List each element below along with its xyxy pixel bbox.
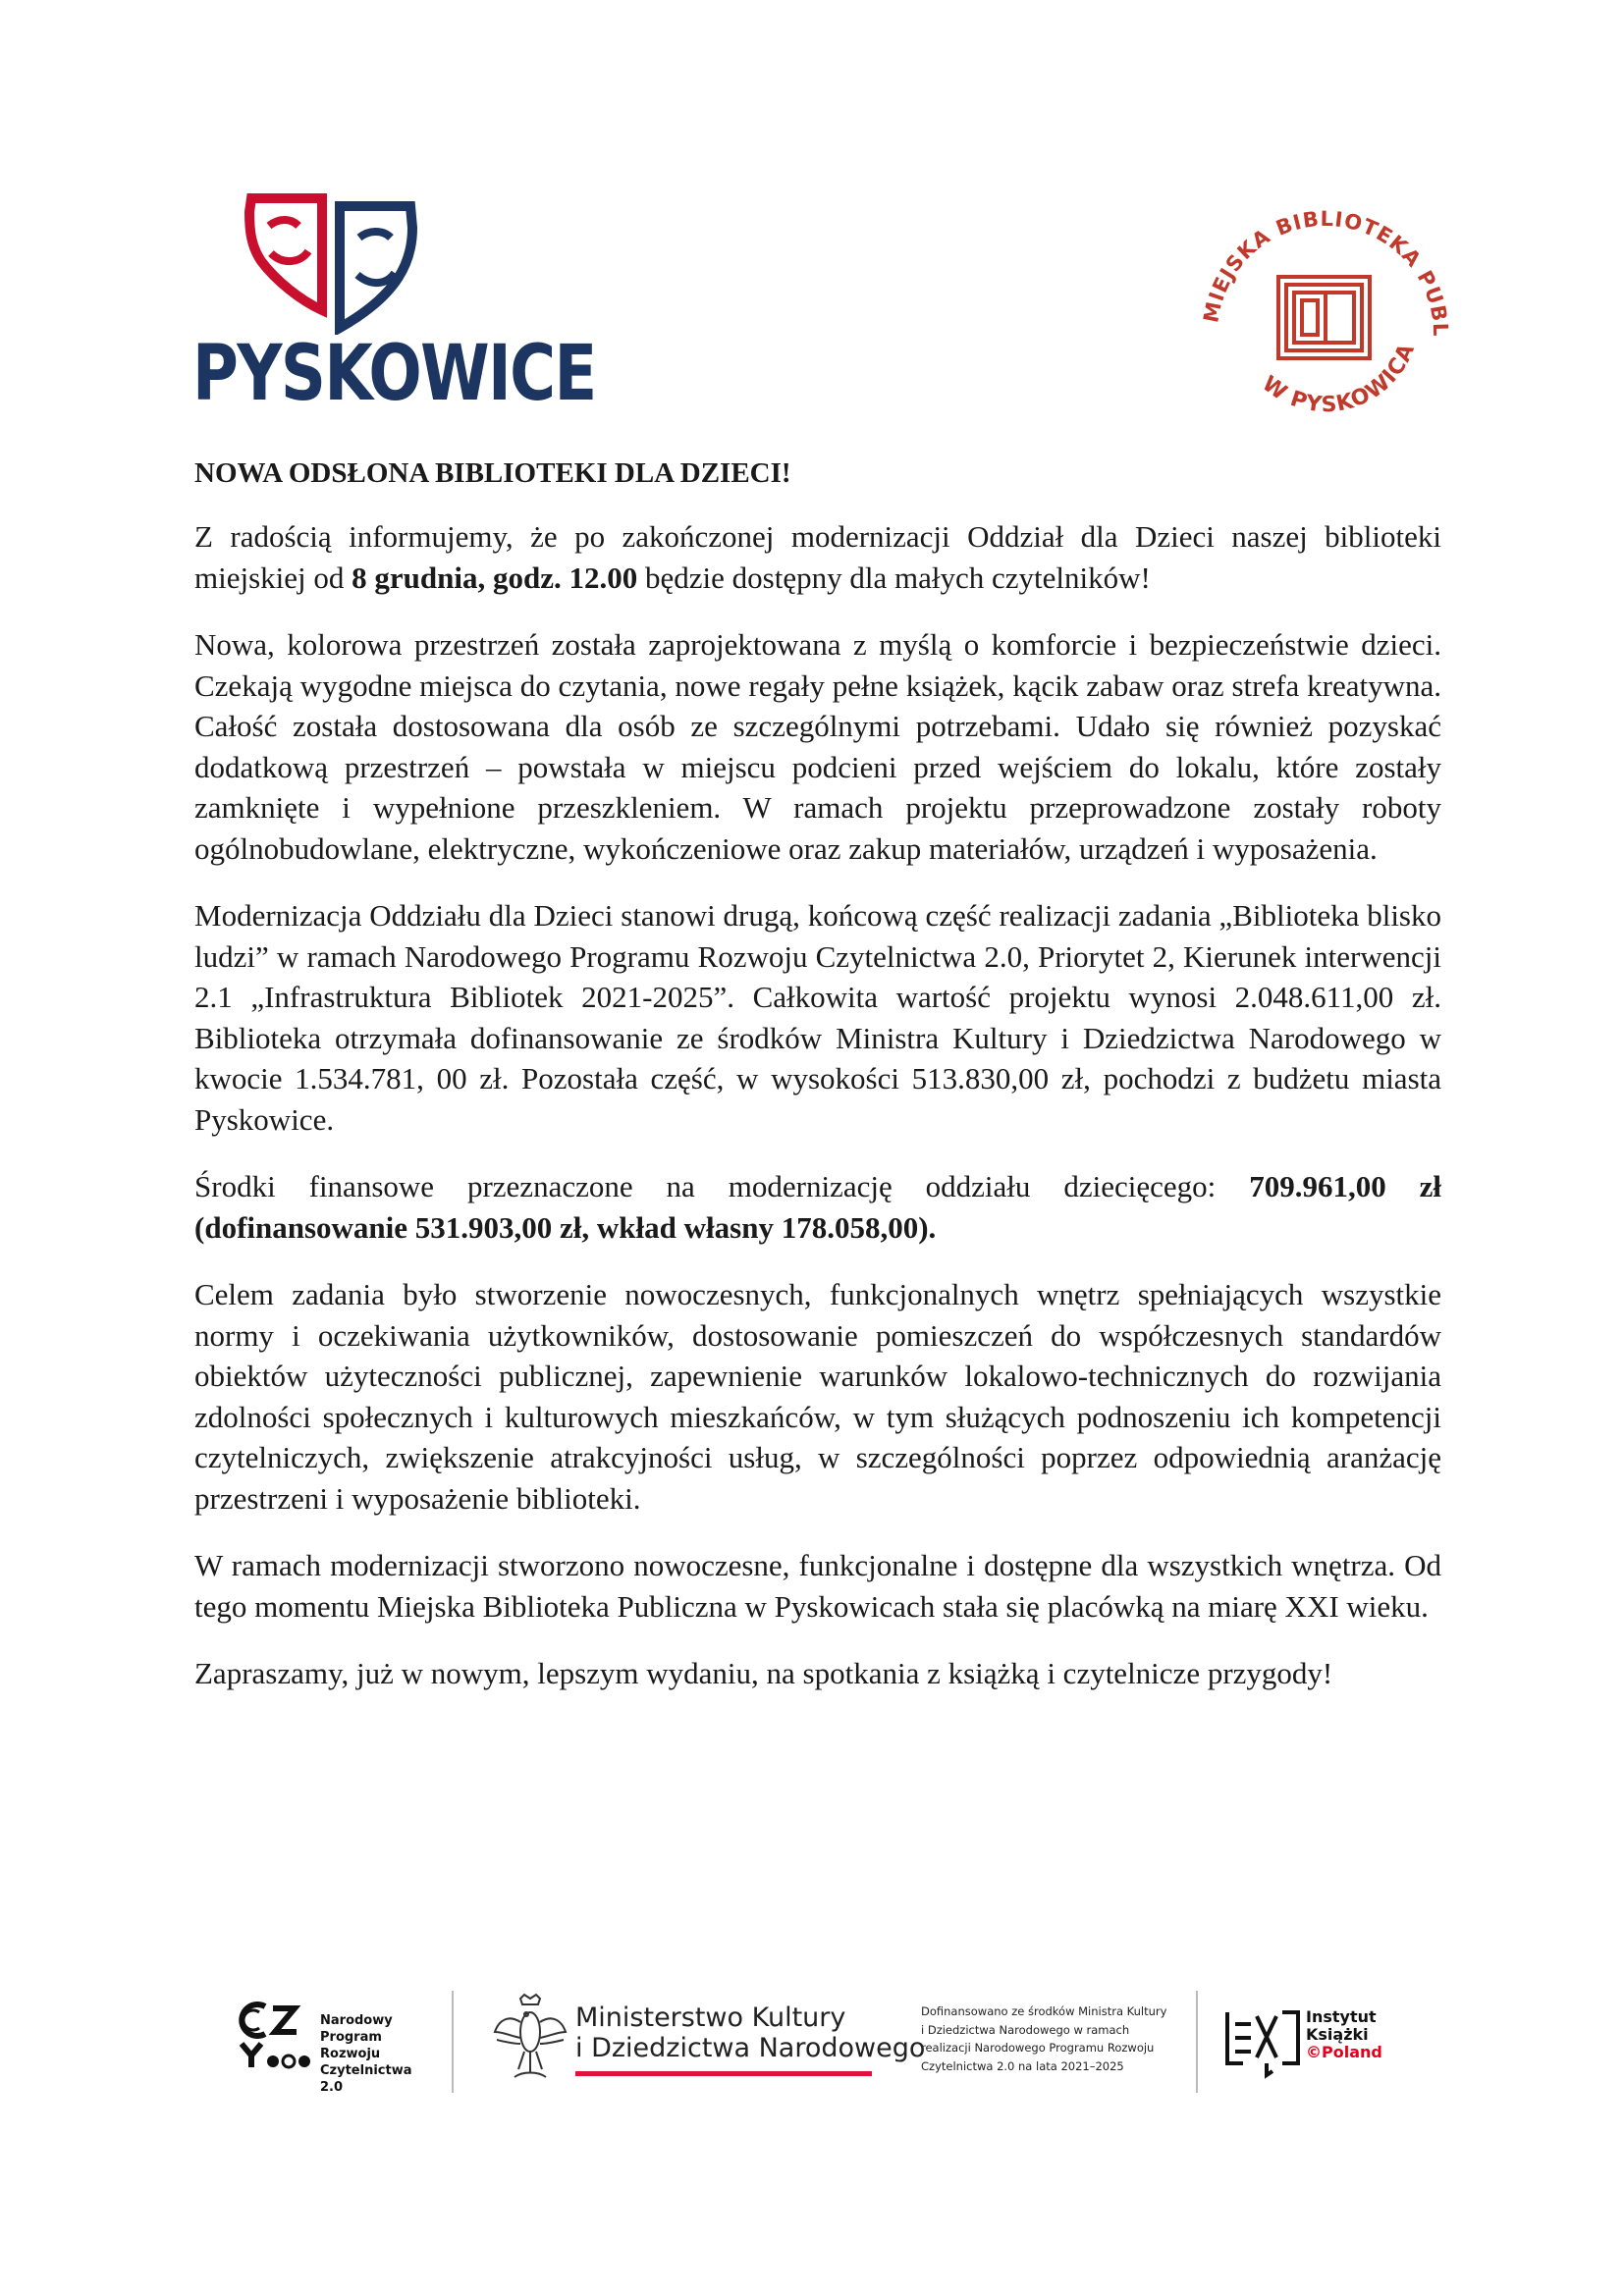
sponsor-footer	[234, 1973, 1412, 2101]
mkidn-name	[575, 2002, 925, 2063]
p4-text-a: Środki finansowe przeznaczone na modernizację oddziału dziecięcego:	[194, 1169, 1250, 1203]
pyskowice-emblem-icon	[192, 192, 477, 335]
nprcz-line-3: Rozwoju	[320, 2047, 381, 2061]
funding-note	[921, 2002, 1186, 2075]
paragraph-5: Celem zadania było stworzenie nowoczesnych, funkcjonalnych wnętrz spełniających wszystkie normy i oczekiwania użytkowników, dostosowanie pomieszczeń do współczesnych standardów obiektów użyteczności publicznej, zapewnienie warunków lokalowo-technicznych do rozwijania zdolności społecznych i kulturowych mieszkańców, w tym służących podnoszeniu ich kompetencji czytelniczych, zwiększenie atrakcyjności usług, w szczególności poprzez odpowiednią aranżację przestrzeni i wyposażenie biblioteki.	[194, 1277, 1441, 1516]
nprcz-logo	[234, 1993, 420, 2095]
library-logo	[1188, 187, 1463, 461]
funding-line-2: i Dziedzictwa Narodowego w ramach	[921, 2022, 1130, 2037]
polish-eagle-icon	[491, 1993, 569, 2087]
nprcz-line-5: 2.0	[320, 2080, 344, 2095]
svg-text:MIEJSKA BIBLIOTEKA PUBLICZNA: MIEJSKA BIBLIOTEKA PUBL	[1199, 206, 1453, 338]
funding-line-4: Czytelnictwa 2.0 na lata 2021–2025	[921, 2058, 1124, 2073]
pyskowice-wordmark: PYSKOWICE	[192, 330, 596, 418]
ik-line-2: Książki	[1306, 2025, 1369, 2044]
library-seal-icon	[1188, 187, 1463, 461]
paragraph-4	[194, 1166, 1441, 1248]
nprcz-line-4: Czytelnictwa	[320, 2063, 412, 2078]
ik-line-3: ©Poland	[1306, 2043, 1382, 2061]
funding-line-3: realizacji Narodowego Programu Rozwoju	[921, 2041, 1155, 2055]
nprcz-line-1: Narodowy	[320, 2013, 393, 2028]
p4-bold-amounts: 709.961,00 zł (dofinansowanie 531.903,00 zł, wkład własny 178.058,00).	[194, 1169, 1442, 1245]
footer-divider-2	[1196, 1991, 1198, 2093]
p1-bold-date: 8 grudnia, godz. 12.00	[352, 560, 638, 595]
mkidn-line-2: i Dziedzictwa Narodowego	[575, 2033, 926, 2063]
footer-divider-1	[452, 1991, 454, 2093]
nprcz-name	[320, 2012, 428, 2096]
mkidn-flag-bar	[575, 2071, 872, 2076]
instytut-ksiazki-name	[1306, 2008, 1382, 2061]
paragraph-3: Modernizacja Oddziału dla Dzieci stanowi drugą, końcową część realizacji zadania „Biblioteka blisko ludzi” w ramach Narodowego Programu Rozwoju Czytelnictwa 2.0, Priorytet 2, Kierunek interwencji 2.1 „Infrastruktura Bibliotek 2021-2025”. Całkowita wartość projektu wynosi 2.048.611,00 zł. Biblioteka otrzymała dofinansowanie ze środków Ministra Kultury i Dziedzictwa Narodowego w kwocie 1.534.781, 00 zł. Pozostała część, w wysokości 513.830,00 zł, pochodzi z budżetu miasta Pyskowice.	[194, 898, 1441, 1137]
paragraph-7: Zapraszamy, już w nowym, lepszym wydaniu, na spotkania z książką i czytelnicze przygody!	[194, 1656, 1333, 1690]
article-body	[194, 454, 1441, 1721]
headline: NOWA ODSŁONA BIBLIOTEKI DLA DZIECI!	[194, 457, 791, 489]
nprcz-line-2: Program	[320, 2030, 382, 2045]
pyskowice-logo	[192, 192, 596, 428]
svg-text:W PYSKOWICACH: W PYSKOWICA	[1257, 340, 1421, 418]
funding-line-1: Dofinansowano ze środków Ministra Kultury	[921, 2004, 1167, 2018]
instytut-ksiazki-icon	[1223, 2006, 1302, 2085]
mkidn-line-1: Ministerstwo Kultury	[575, 2002, 846, 2033]
p1-text-c: będzie dostępny dla małych czytelników!	[637, 560, 1151, 595]
paragraph-6: W ramach modernizacji stworzono nowoczesne, funkcjonalne i dostępne dla wszystkich wnętrza. Od tego momentu Miejska Biblioteka Publiczna w Pyskowicach stała się placówką na miarę XXI wieku.	[194, 1548, 1441, 1624]
p1-text-a: Z radością informujemy, że po zakończonej modernizacji Oddział dla Dzieci naszej biblioteki miejskiej od	[194, 519, 1441, 595]
paragraph-1	[194, 516, 1441, 598]
paragraph-2: Nowa, kolorowa przestrzeń została zaprojektowana z myślą o komforcie i bezpieczeństwie dzieci. Czekają wygodne miejsca do czytania, nowe regały pełne książek, kącik zabaw oraz strefa kreatywna. Całość została dostosowana dla osób ze szczególnymi potrzebami. Udało się również pozyskać dodatkową przestrzeń – powstała w miejscu podcieni przed wejściem do lokalu, które zostały zamknięte i wypełnione przeszkleniem. W ramach projektu przeprowadzone zostały roboty ogólnobudowlane, elektryczne, wykończeniowe oraz zakup materiałów, urządzeń i wyposażenia.	[194, 627, 1441, 866]
nprcz-emblem-icon	[234, 1993, 318, 2071]
ik-line-1: Instytut	[1306, 2007, 1377, 2026]
